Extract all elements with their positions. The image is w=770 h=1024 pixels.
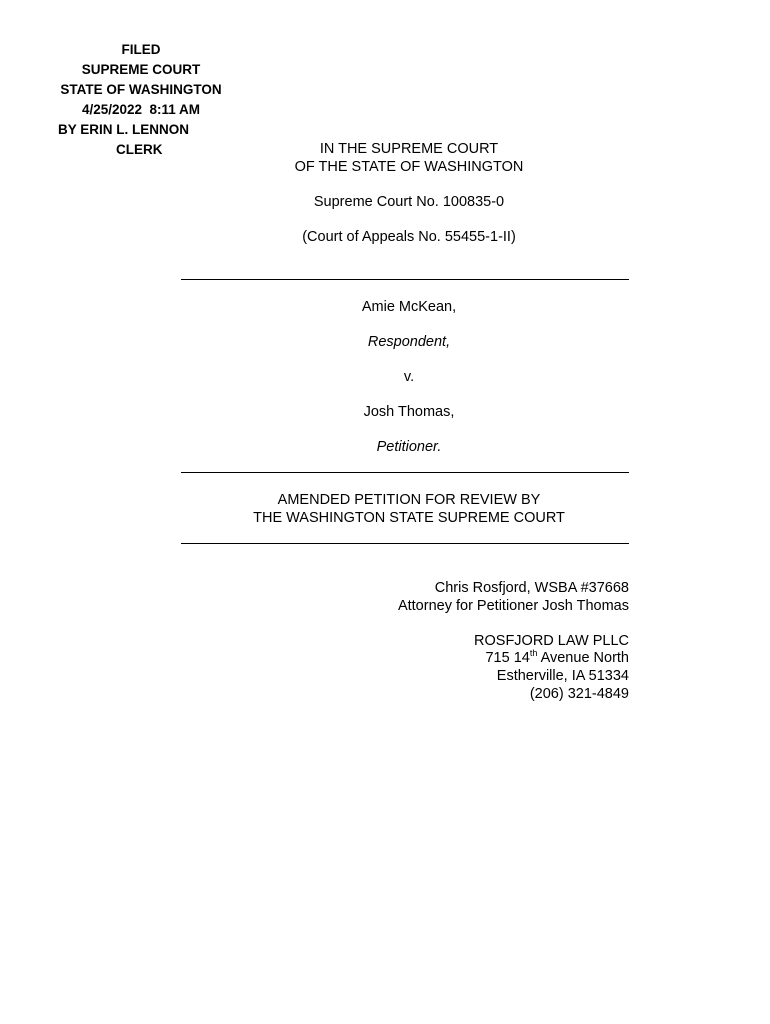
attorney-name: Chris Rosfjord, WSBA #37668	[434, 580, 629, 596]
law-firm-name: ROSFJORD LAW PLLC	[474, 633, 629, 649]
divider-rule-bottom	[181, 543, 629, 544]
divider-rule-top	[181, 279, 629, 280]
stamp-clerk-name: BY ERIN L. LENNON	[58, 122, 190, 137]
stamp-court: SUPREME COURT	[81, 62, 201, 77]
divider-rule-middle	[181, 472, 629, 473]
court-heading-line2: OF THE STATE OF WASHINGTON	[294, 159, 524, 175]
stamp-filed: FILED	[121, 42, 161, 57]
court-heading-line1: IN THE SUPREME COURT	[319, 141, 499, 157]
firm-street-address	[485, 650, 629, 666]
stamp-clerk-title: CLERK	[116, 142, 163, 157]
court-of-appeals-case-number: (Court of Appeals No. 55455-1-II)	[302, 229, 516, 245]
street-number: 715 14	[485, 650, 530, 666]
petitioner-name: Josh Thomas,	[363, 404, 455, 420]
versus: v.	[403, 369, 415, 385]
street-ordinal-suffix: th	[529, 648, 538, 659]
firm-city-state-zip: Estherville, IA 51334	[496, 668, 629, 684]
firm-phone: (206) 321-4849	[529, 686, 629, 702]
document-title-line1: AMENDED PETITION FOR REVIEW BY	[277, 492, 541, 508]
stamp-state: STATE OF WASHINGTON	[60, 82, 222, 97]
supreme-court-case-number: Supreme Court No. 100835-0	[313, 194, 505, 210]
respondent-name: Amie McKean,	[361, 299, 457, 315]
respondent-role: Respondent,	[367, 334, 451, 350]
petitioner-role: Petitioner.	[376, 439, 442, 455]
street-name: Avenue North	[537, 650, 629, 666]
attorney-role: Attorney for Petitioner Josh Thomas	[397, 598, 629, 614]
document-title-line2: THE WASHINGTON STATE SUPREME COURT	[253, 510, 565, 526]
stamp-datetime: 4/25/2022 8:11 AM	[81, 102, 201, 117]
